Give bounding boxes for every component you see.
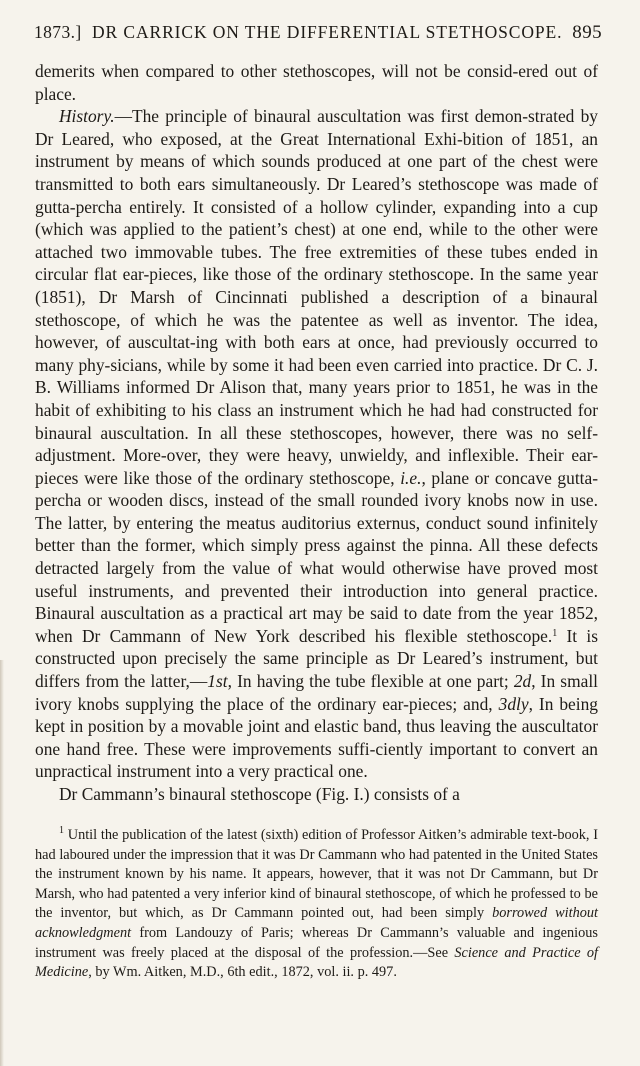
page-number: 895 [572, 22, 602, 43]
footnotes [35, 826, 598, 983]
paragraph-history: History.—The principle of binaural auscultation was first demon-strated by Dr Leared, who exposed, at the Great International Exhi-bition of 1851, an instrument by means of which sounds produced at one part of the chest were transmitted to both ears simultaneously. Dr Leared’s stethoscope was made of gutta-percha entirely. It consisted of a hollow cylinder, expanding into a cup (which was applied to the patient’s chest) at one end, while to the other were attached two immovable tubes. The free extremities of these tubes ended in circular flat ear-pieces, like those of the ordinary stethoscope. In the same year (1851), Dr Marsh of Cincinnati published a description of a binaural stethoscope, of which he was the patentee as well as inventor. The idea, however, of auscultat-ing with both ears at once, had previously occurred to many phy-sicians, while by some it had been even carried into practice. Dr C. J. B. Williams informed Dr Alison that, many years prior to 1851, he was in the habit of exhibiting to his class an instrument which he had had constructed for binaural auscultation. In all these stethoscopes, however, there was no self-adjustment. More-over, they were heavy, unwieldy, and inflexible. Their ear-pieces were like those of the ordinary stethoscope, i.e., plane or concave gutta-percha or wooden discs, instead of the small rounded ivory knobs now in use. The latter, by entering the meatus auditorius externus, conduct sound infinitely better than the former, which simply press against the pinna. All these defects detracted largely from the value of what would otherwise have proved most useful instruments, and prevented their introduction into general practice. Binaural auscultation as a practical art may be said to date from the year 1852, when Dr Cammann of New York described his flexible stethoscope.$^1$ It is constructed upon precisely the same principle as Dr Leared’s instrument, but differs from the latter,—1st, In having the tube flexible at one part; 2d, In small ivory knobs supplying the place of the ordinary ear-pieces; and, 3dly, In being kept in position by a movable joint and elastic band, thus leaving the auscultator one hand free. These were improvements suffi-ciently important to convert an unpractical instrument into a very practical one. [35, 106, 598, 782]
main-text [35, 60, 598, 806]
binding-shadow [0, 660, 4, 1066]
paragraph-cammann: Dr Cammann’s binaural stethoscope (Fig. I.) consists of a [59, 784, 460, 804]
running-header [34, 22, 602, 46]
paragraph-continuation: demerits when compared to other stethoscopes, will not be consid-ered out of place. [35, 61, 598, 104]
footnote-ref: 1 [552, 627, 558, 639]
history-heading: History. [59, 106, 115, 127]
header-year: 1873.] [34, 22, 82, 42]
footnote-marker: 1 [59, 825, 64, 836]
header-running-title: DR CARRICK ON THE DIFFERENTIAL STETHOSCOPE. [92, 22, 563, 42]
footnote-1: $^1$ Until the publication of the latest (sixth) edition of Professor Aitken’s admirable text-book, I had laboured under the impression that it was Dr Cammann who had patented in the United States the instrument known by his name. It appears, however, that it was not Dr Cammann, but Dr Marsh, who had patented a very inferior kind of binaural stethoscope, of which he professed to be the inventor, but which, as Dr Cammann pointed out, had been simply borrowed without acknowledgment from Landouzy of Paris; whereas Dr Cammann’s valuable and ingenious instrument was freely placed at the disposal of the profession.—See Science and Practice of Medicine, by Wm. Aitken, M.D., 6th edit., 1872, vol. ii. p. 497. [35, 825, 598, 981]
